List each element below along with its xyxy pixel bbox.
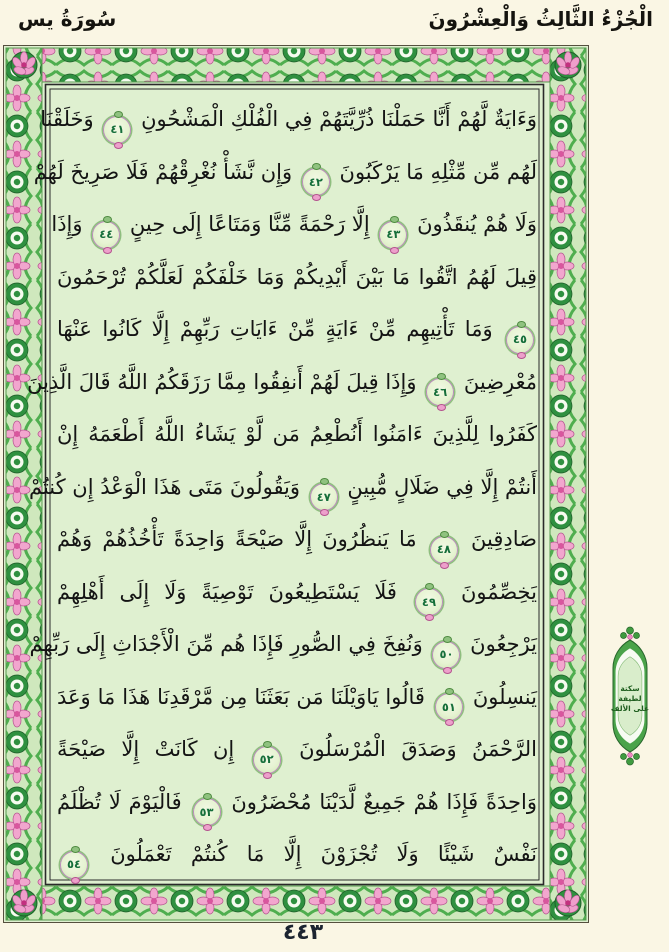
margin-note-line2: على الألف [610,704,650,713]
verse-number-medallion: ٥٤ [60,851,88,879]
quran-text-segment: كَفَرُوا لِلَّذِينَ ءَامَنُوا أَنُطْعِمُ مَن لَّوْ يَشَاءُ اللَّهُ أَطْعَمَهُ إِنْ [57,422,537,446]
quran-text-segment: قِيلَ لَهُمُ اتَّقُوا مَا بَيْنَ أَيْدِيكُمْ وَمَا خَلْفَكُمْ لَعَلَّكُمْ تُرْحَمُونَ [57,264,537,289]
quran-line [57,513,537,566]
quran-text-segment: يَرْجِعُونَ [470,632,537,656]
juz-title: الْجُزْءُ الثَّالِثُ وَالْعِشْرُونَ [428,7,653,31]
quran-line [33,146,537,199]
quran-text-segment: نَفْسٌ شَيْئًا وَلَا تُجْزَوْنَ إِلَّا مَا كُنتُمْ تَعْمَلُونَ [110,842,537,866]
quran-text-segment: وَمَا تَأْتِيهِم مِّنْ ءَايَةٍ مِّنْ ءَايَاتِ رَبِّهِمْ إِلَّا كَانُوا عَنْهَا [57,317,493,341]
corner-flower-ornament [555,890,581,916]
corner-flower-ornament [555,52,581,78]
verse-number-medallion: ٤٢ [302,168,330,196]
margin-note-text [608,684,652,714]
verse-number-medallion: ٤٨ [430,536,458,564]
quran-text-segment: وَإِذَا [51,212,83,236]
verse-number-medallion: ٤٤ [92,221,120,249]
quran-text-segment: صَادِقِينَ [471,527,537,551]
verse-number-medallion: ٤٥ [506,326,534,354]
corner-flower-ornament [11,52,37,78]
quran-line [27,356,537,409]
verse-number-medallion: ٥٢ [253,746,281,774]
quran-text-segment: قَالُوا يَاوَيْلَنَا مَن بَعَثَنَا مِن مَّرْقَدِنَا هَذَا مَا وَعَدَ [57,684,425,709]
margin-note-line1: سكتة لطيفة [618,684,642,703]
quran-text-segment: وَإِذَا قِيلَ لَهُمْ أَنفِقُوا مِمَّا رَزَقَكُمُ اللَّهُ قَالَ الَّذِينَ [27,369,417,394]
quran-text-segment: الرَّحْمَنُ وَصَدَقَ الْمُرْسَلُونَ [299,737,537,761]
quran-text-area [27,93,537,881]
verse-number-medallion: ٤٣ [379,221,407,249]
quran-text-segment: أَنتُمْ إِلَّا فِي ضَلَالٍ مُّبِينٍ [347,474,537,499]
quran-text-segment: وَخَلَقْنَا [40,107,94,131]
verse-number-medallion: ٥٠ [432,641,460,669]
quran-line [40,93,537,146]
quran-line [57,671,537,724]
corner-flower-ornament [11,890,37,916]
quran-text-segment: وَاحِدَةً فَإِذَا هُمْ جَمِيعٌ لَّدَيْنَا مُحْضَرُونَ [231,789,537,814]
quran-text-segment: وَلَا هُمْ يُنقَذُونَ [417,212,537,236]
quran-line [29,618,537,671]
verse-number-medallion: ٤١ [103,116,131,144]
quran-text-segment: فَالْيَوْمَ لَا تُظْلَمُ [57,789,182,814]
saktah-margin-note [600,624,660,768]
quran-line [57,303,537,356]
border-pattern-top [6,48,586,82]
quran-line [57,566,537,619]
quran-line [57,723,537,776]
verse-number-medallion: ٤٩ [415,588,443,616]
verse-number-medallion: ٤٧ [310,483,338,511]
quran-text-segment: وَنُفِخَ فِي الصُّورِ فَإِذَا هُم مِّنَ الْأَجْدَاثِ إِلَى رَبِّهِمْ [29,632,423,656]
quran-text-segment: وَإِن نَّشَأْ نُغْرِقْهُمْ فَلَا صَرِيخَ لَهُمْ [33,159,293,184]
quran-line [57,251,537,304]
quran-line [57,408,537,461]
border-pattern-bottom [6,886,586,920]
page-number: ٤٤٣ [282,920,324,945]
quran-line [57,776,537,829]
quran-text-segment: مَا يَنظُرُونَ إِلَّا صَيْحَةً وَاحِدَةً تَأْخُذُهُمْ وَهُمْ [57,527,417,551]
quran-text-segment: مُعْرِضِينَ [463,369,537,394]
verse-number-medallion: ٥٣ [193,798,221,826]
verse-number-medallion: ٤٦ [426,378,454,406]
quran-text-segment: وَيَقُولُونَ مَتَى هَذَا الْوَعْدُ إِن كُنتُمْ [28,474,301,499]
quran-line [28,461,537,514]
quran-text-segment: يَخِصِّمُونَ [460,579,537,604]
quran-line [51,198,537,251]
border-pattern-right [550,48,586,920]
surah-title: سُورَةُ يس [18,7,117,31]
quran-text-segment: يَنسِلُونَ [472,684,537,709]
quran-text-segment: إِن كَانَتْ إِلَّا صَيْحَةً [57,737,235,761]
verse-number-medallion: ٥١ [435,693,463,721]
quran-text-segment: إِلَّا رَحْمَةً مِّنَّا وَمَتَاعًا إِلَى حِينٍ [129,212,370,236]
quran-text-segment: فَلَا يَسْتَطِيعُونَ تَوْصِيَةً وَلَا إِلَى أَهْلِهِمْ [57,579,397,604]
quran-text-segment: لَهُم مِّن مِّثْلِهِ مَا يَرْكَبُونَ [339,159,537,184]
quran-line [57,828,537,881]
quran-text-segment: وَءَايَةٌ لَّهُمْ أَنَّا حَمَلْنَا ذُرِّيَّتَهُمْ فِي الْفُلْكِ الْمَشْحُونِ [141,107,537,131]
